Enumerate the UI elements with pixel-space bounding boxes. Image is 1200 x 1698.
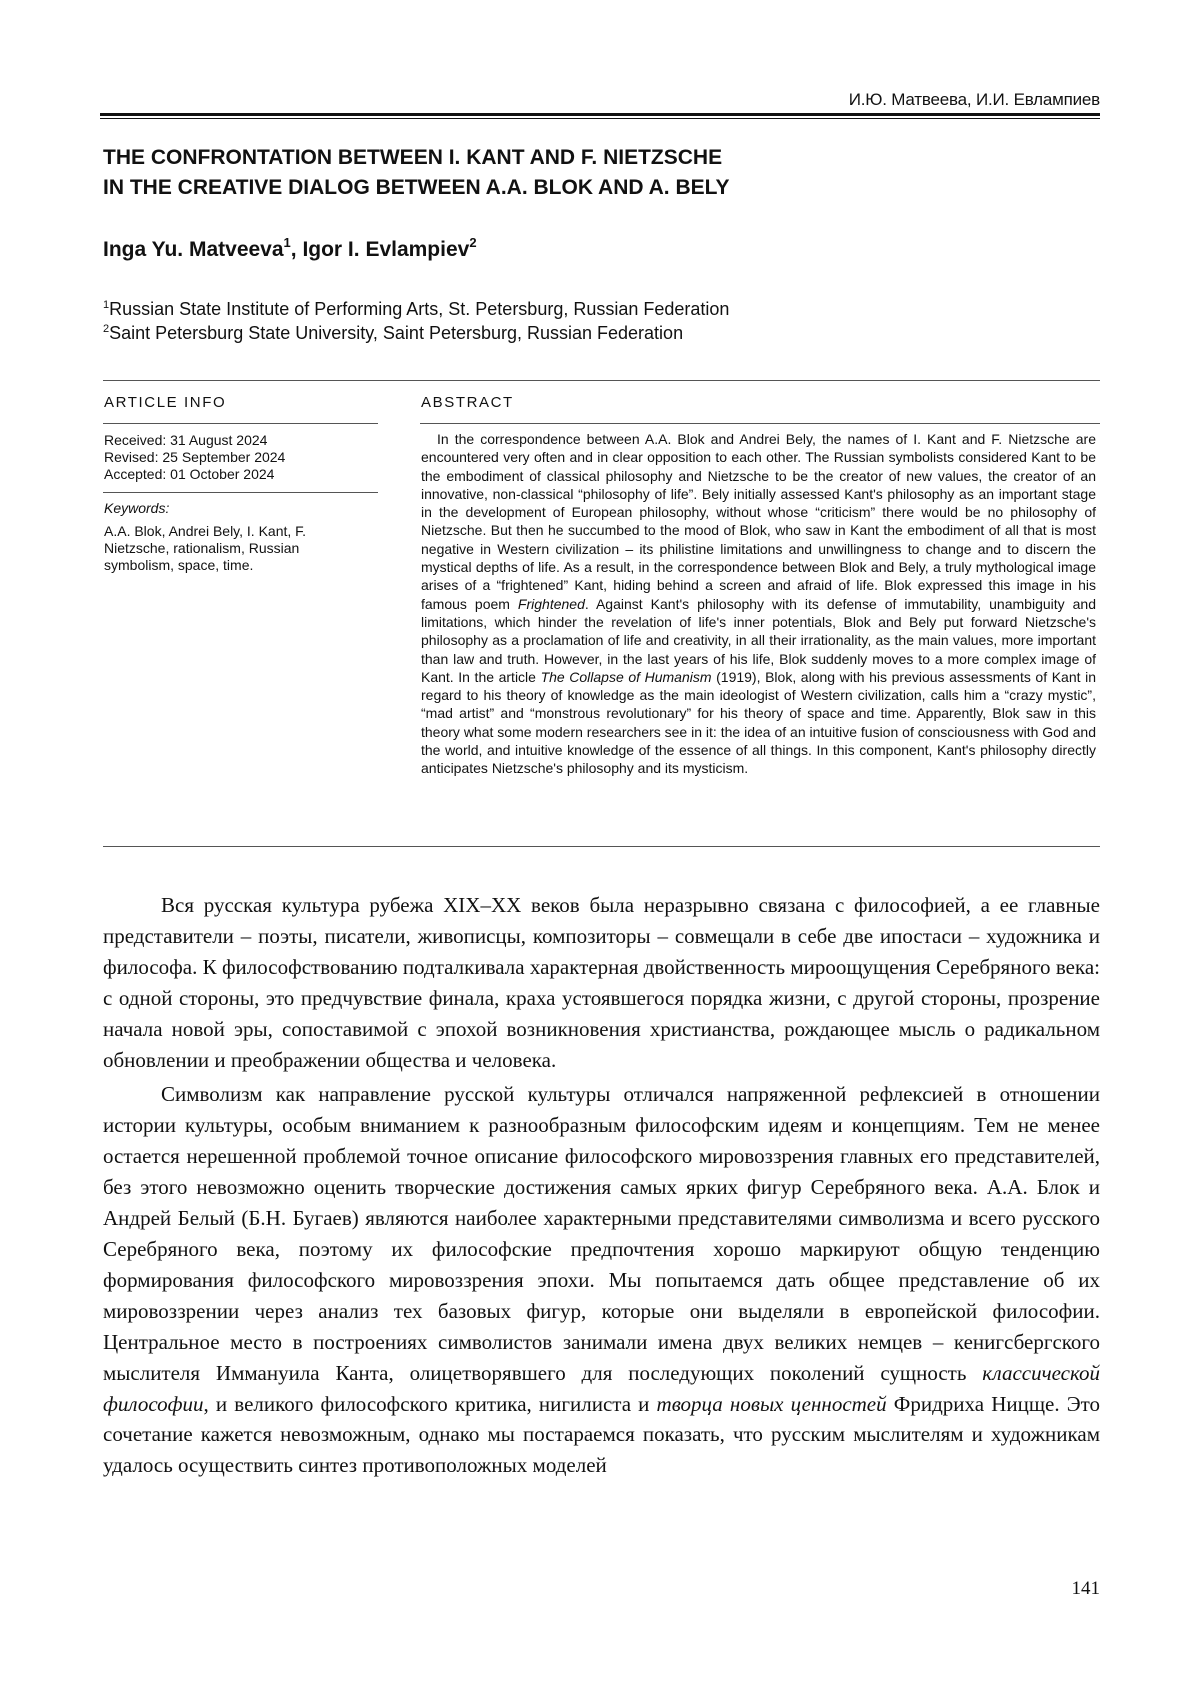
body-text-part: Символизм как направление русской культуры отличался напряженной рефлексией в отношении истории культуры, особым вниманием к разнообразным философским идеям и концепциям. Тем не менее остается нерешенной проблемой точное описание философского мировоззрения главных его представителей, без этого невозможно оценить творческие достижения самых ярких фигур Серебряного века. А.А. Блок и Андрей Белый (Б.Н. Бугаев) являются наиболее характерными представителями символизма и всего русского Серебряного века, поэтому их философские предпочтения хорошо маркируют общую тенденцию формирования философского мировоззрения эпохи. Мы попытаемся дать общее представление об их мировоззрении через анализ тех базовых фигур, которые они выделяли в европейской философии. Центральное место в построениях символистов занимали имена двух великих немцев – кенигсбергского мыслителя Иммануила Канта, олицетворявшего для последующих поколений сущность: [103, 1082, 1100, 1385]
affiliations: [103, 297, 729, 345]
body-italic-phrase: творца новых ценностей: [656, 1391, 887, 1416]
affiliation-1: [103, 297, 729, 321]
author-name: Igor I. Evlampiev: [302, 238, 470, 261]
accepted-date: Accepted: 01 October 2024: [104, 466, 275, 482]
received-date: Received: 31 August 2024: [104, 432, 268, 448]
keywords-rule: [103, 492, 378, 493]
section-top-rule: [103, 380, 1100, 381]
page-number: 141: [1071, 1578, 1100, 1599]
revised-date: Revised: 25 September 2024: [104, 449, 286, 465]
body-italic-phrase: классической философии: [103, 1360, 1100, 1416]
affiliation-text: Russian State Institute of Performing Arts, St. Petersburg, Russian Federation: [109, 299, 730, 319]
article-info-rule: [103, 423, 378, 424]
affiliation-text: Saint Petersburg State University, Saint Petersburg, Russian Federation: [109, 323, 684, 343]
abstract-text-part: . Against Kant's philosophy with its defense of immutability, unambiguity and limitations, which hinder the revelation of life's inner potentials, Blok and Bely put forward Nietzsche's philosophy as a proclamation of life and creativity, in all their irrationality, as the main values, more important than law and truth. However, in the last years of his life, Blok suddenly moves to a more complex image of Kant. In the article: [421, 595, 1096, 685]
abstract-italic-title: The Collapse of Humanism: [540, 668, 712, 685]
affiliation-2: [103, 321, 729, 345]
affiliation-mark: 1: [283, 235, 291, 250]
affiliation-mark: 2: [103, 323, 110, 335]
author-separator: ,: [290, 238, 303, 261]
article-dates: [104, 432, 364, 483]
abstract-heading: ABSTRACT: [421, 394, 514, 411]
article-title: [103, 143, 1103, 203]
article-info-heading: ARTICLE INFO: [104, 394, 227, 411]
body-text-part: Фридриха Ницще. Это сочетание кажется невозможным, однако мы постараемся показать, что русским мыслителям и художникам удалось осуществить синтез противоположных моделей: [103, 1391, 1100, 1478]
abstract-text-part: (1919), Blok, along with his previous assessments of Kant in regard to his theory of knowledge as the main ideologist of Western civilization, calls him a “crazy mystic”, “mad artist” and “monstrous revolutionary” for his theory of space and time. Apparently, Blok saw in this theory what some modern researchers see in it: the idea of an intuitive fusion of consciousness with God and the world, and intuitive knowledge of the essence of all things. In this component, Kant's philosophy directly anticipates Nietzsche's philosophy and its mysticism.: [421, 668, 1096, 777]
body-text-part: , и великого философского критика, нигилиста и: [203, 1391, 657, 1416]
abstract-body: [421, 430, 1096, 778]
author-list: [103, 236, 477, 262]
header-rule: [100, 113, 1100, 116]
abstract-italic-title: Frightened: [517, 595, 585, 612]
keywords-list: A.A. Blok, Andrei Bely, I. Kant, F. Nietzsche, rationalism, Russian symbolism, space, time.: [104, 523, 307, 573]
title-line-1: THE CONFRONTATION BETWEEN I. KANT AND F. NIETZSCHE: [103, 146, 723, 169]
abstract-rule: [420, 423, 1100, 424]
running-header-authors: И.Ю. Матвеева, И.И. Евлампиев: [848, 90, 1100, 109]
affiliation-mark: 2: [469, 235, 477, 250]
main-text: [103, 890, 1100, 1481]
keywords-block: [104, 500, 364, 574]
affiliation-mark: 1: [103, 299, 110, 311]
header-rule-thin: [100, 118, 1100, 119]
title-line-2: IN THE CREATIVE DIALOG BETWEEN A.A. BLOK AND A. BELY: [103, 176, 730, 199]
section-bottom-rule: [103, 846, 1100, 847]
abstract-text-part: In the correspondence between A.A. Blok and Andrei Bely, the names of I. Kant and F. Nietzsche are encountered very often and in clear opposition to each other. The Russian symbolists considered Kant to be the embodiment of classical philosophy and Nietzsche to be the creator of new values, the creator of an innovative, non-classical “philosophy of life”. Bely initially assessed Kant's philosophy as an important stage in the development of European philosophy, without whose “criticism” there would be no philosophy of Nietzsche. But then he succumbed to the mood of Blok, who saw in Kant the embodiment of all that is most negative in Western civilization – its philistine limitations and unwillingness to change and to discern the mystical depths of life. As a result, in the correspondence between Blok and Bely, a truly mythological image arises of a “frightened” Kant, hiding behind a screen and afraid of life. Blok expressed this image in his famous poem: [421, 431, 1096, 612]
body-paragraph-2: [103, 1079, 1100, 1481]
keywords-label: Keywords:: [104, 500, 170, 516]
body-paragraph-1: Вся русская культура рубежа XIX–XX веков была неразрывно связана с философией, а ее главные представители – поэты, писатели, живописцы, композиторы – совмещали в себе две ипостаси – художника и философа. К философствованию подталкивала характерная двойственность мироощущения Серебряного века: с одной стороны, это предчувствие финала, краха устоявшегося порядка жизни, с другой стороны, прозрение начала новой эры, сопоставимой с эпохой возникновения христианства, рождающее мысль о радикальном обновлении и преображении общества и человека.: [103, 893, 1100, 1072]
author-name: Inga Yu. Matveeva: [103, 238, 284, 261]
